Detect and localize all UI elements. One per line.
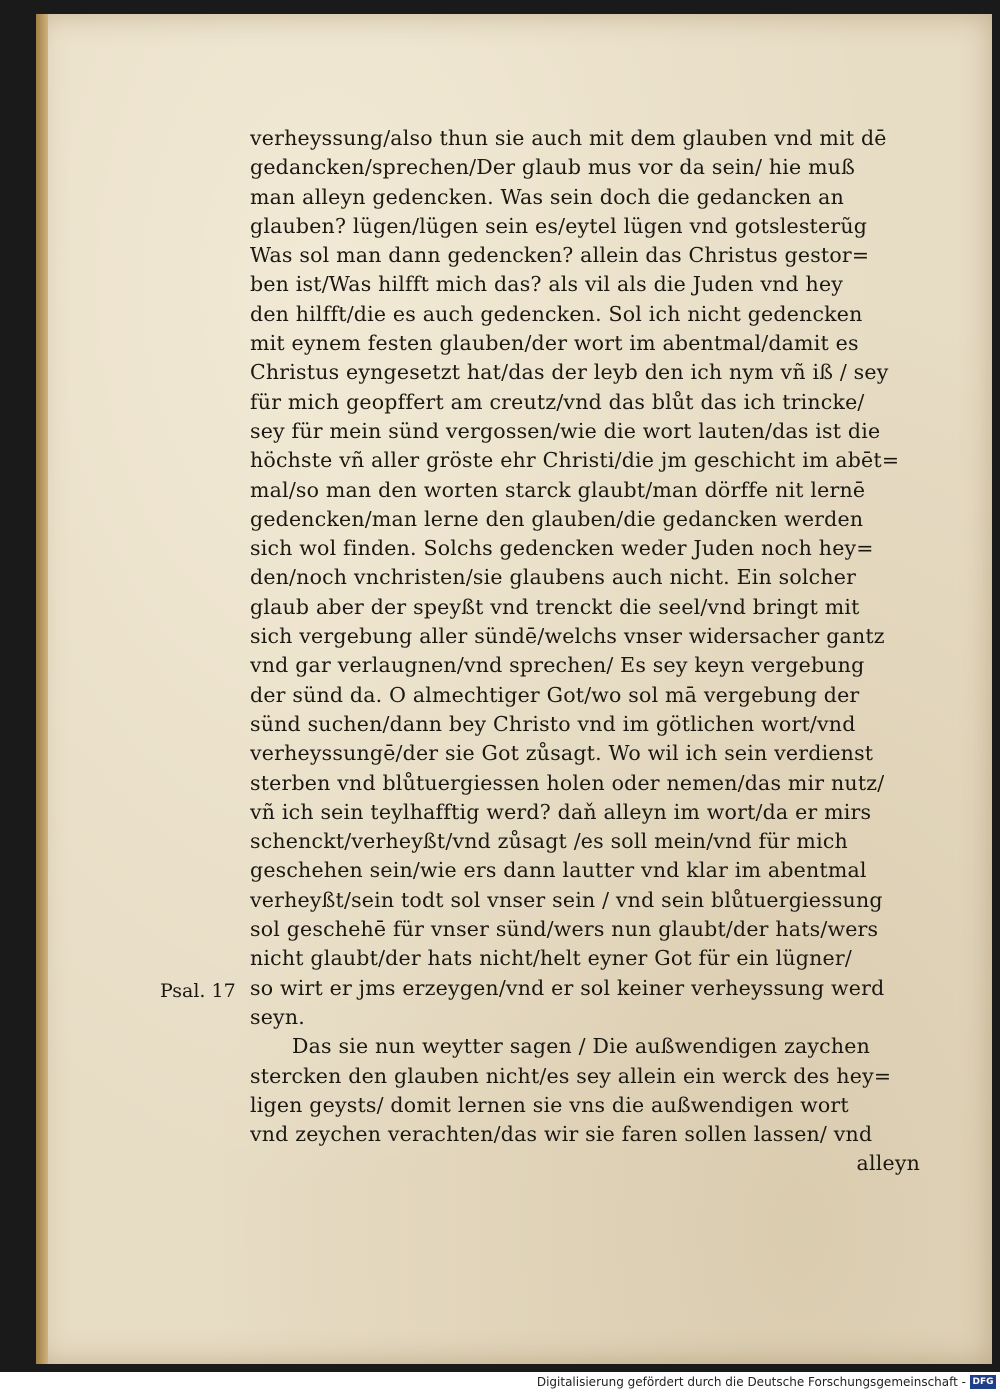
text-line: verheyssung/also thun sie auch mit dem glauben vnd mit dē (250, 126, 887, 150)
catchword: alleyn (856, 1151, 920, 1176)
text-block (250, 124, 920, 1179)
text-line: sterben vnd blůtuergiessen holen oder nemen/das mir nutz/ (250, 770, 885, 795)
text-line: verheyßt/sein todt sol vnser sein / vnd sein blůtuergiessung (250, 887, 883, 912)
text-line: ligen geysts/ domit lernen sie vns die außwendigen wort (250, 1092, 849, 1117)
text-line: sey für mein sünd vergossen/wie die wort lauten/das ist die (250, 418, 881, 443)
text-line: sich wol finden. Solchs gedencken weder Juden noch hey= (250, 536, 874, 561)
text-line: geschehen sein/wie ers dann lautter vnd klar im abentmal (250, 858, 867, 883)
text-line: den/noch vnchristen/sie glaubens auch nicht. Ein solcher (250, 565, 857, 590)
text-line: nicht glaubt/der hats nicht/helt eyner Got für ein lügner/ (250, 946, 852, 971)
text-line: sünd suchen/dann bey Christo vnd im götlichen wort/vnd (250, 711, 856, 736)
dfg-logo: DFG (970, 1375, 996, 1389)
text-line: glauben? lügen/lügen sein es/eytel lügen vnd gotslesterũg (250, 213, 868, 238)
margin-note-psalm: Psal. 17 (160, 980, 236, 1002)
text-line: vnd gar verlaugnen/vnd sprechen/ Es sey keyn vergebung (250, 653, 865, 678)
text-line: sich vergebung aller sündē/welchs vnser widersacher gantz (250, 624, 885, 649)
text-line: für mich geopffert am creutz/vnd das blůt das ich trincke/ (250, 389, 865, 414)
text-line: verheyssungē/der sie Got zůsagt. Wo wil ich sein verdienst (250, 741, 874, 766)
text-line: glaub aber der speyßt vnd trenckt die seel/vnd bringt mit (250, 594, 860, 619)
paragraph-first-line: Das sie nun weytter sagen / Die außwendigen zaychen (292, 1034, 870, 1059)
text-line: Christus eyngesetzt hat/das der leyb den ich nym vñ iß / sey (250, 360, 889, 385)
text-line: vñ ich sein teylhafftig werd? daň alleyn im wort/da er mirs (250, 799, 872, 824)
text-line: so wirt er jms erzeygen/vnd er sol keiner verheyssung werd (250, 975, 885, 1000)
text-line: der sünd da. O almechtiger Got/wo sol mā vergebung der (250, 682, 860, 707)
text-line: höchste vñ aller gröste ehr Christi/die jm geschicht im abēt= (250, 448, 900, 473)
text-line: mit eynem festen glauben/der wort im abentmal/damit es (250, 331, 859, 356)
text-line: Was sol man dann gedencken? allein das Christus gestor= (250, 243, 870, 268)
page-fore-edge (36, 14, 48, 1364)
text-line: mal/so man den worten starck glaubt/man dörffe nit lernē (250, 477, 866, 502)
text-line: stercken den glauben nicht/es sey allein ein werck des hey= (250, 1063, 892, 1088)
text-line: sol geschehē für vnser sünd/wers nun glaubt/der hats/wers (250, 917, 879, 942)
text-line: ben ist/Was hilfft mich das? als vil als die Juden vnd hey (250, 272, 844, 297)
text-line: schenckt/verheyßt/vnd zůsagt /es soll mein/vnd für mich (250, 829, 848, 854)
text-line: gedencken/man lerne den glauben/die gedancken werden (250, 506, 864, 531)
text-line: seyn. (250, 1004, 305, 1029)
text-line: den hilfft/die es auch gedencken. Sol ich nicht gedencken (250, 301, 863, 326)
text-line: vnd zeychen verachten/das wir sie faren sollen lassen/ vnd (250, 1122, 873, 1147)
footer-credit-text: Digitalisierung gefördert durch die Deutsche Forschungsgemeinschaft - (536, 1375, 966, 1389)
text-line: man alleyn gedencken. Was sein doch die gedancken an (250, 184, 844, 209)
text-line: gedancken/sprechen/Der glaub mus vor da sein/ hie muß (250, 155, 856, 180)
